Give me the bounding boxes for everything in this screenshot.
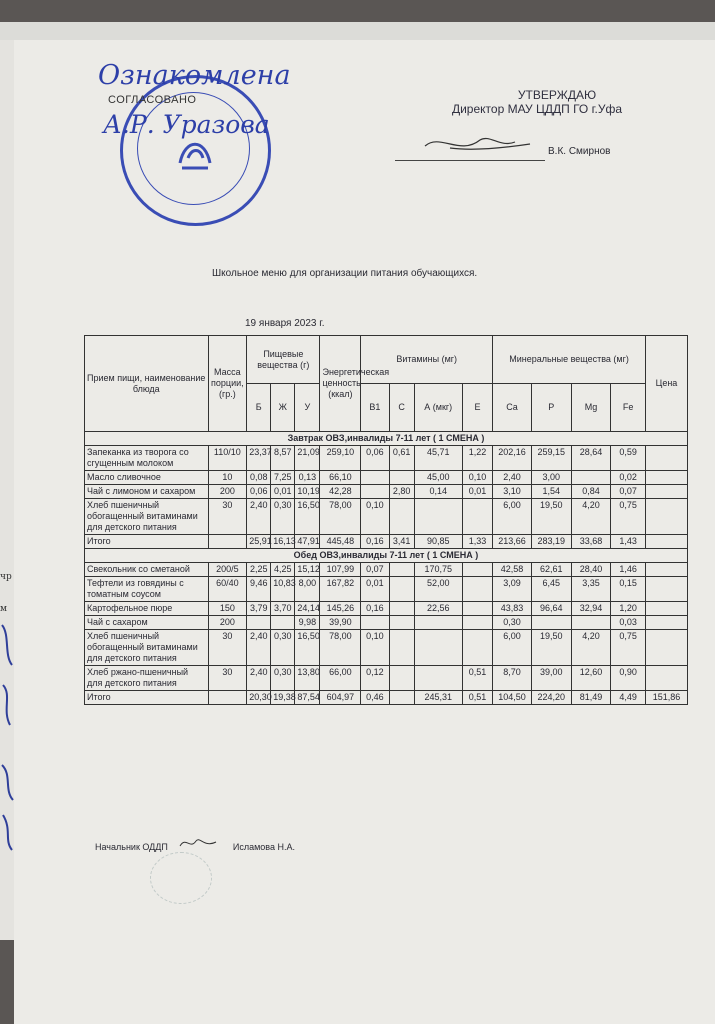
cell-b: 2,40 [247, 666, 271, 691]
cell-b: 23,37 [247, 446, 271, 471]
cell-zh: 0,30 [271, 499, 295, 535]
cell-en: 78,00 [320, 630, 361, 666]
cell-p: 3,00 [531, 471, 571, 485]
cell-b1: 0,10 [361, 630, 389, 666]
cell-price [645, 471, 687, 485]
cell-fe: 1,46 [611, 563, 646, 577]
cell-u: 15,12 [295, 563, 320, 577]
header-nutrients: Пищевые вещества (г) [247, 336, 320, 384]
cell-c [389, 602, 414, 616]
cell-en: 107,99 [320, 563, 361, 577]
cell-p [531, 616, 571, 630]
cell-en: 78,00 [320, 499, 361, 535]
approve-position: Директор МАУ ЦДДП ГО г.Уфа [451, 102, 623, 116]
cell-mg: 4,20 [571, 499, 611, 535]
cell-fe: 4,49 [611, 691, 646, 705]
table-row [85, 666, 688, 691]
cell-mass: 200/5 [208, 563, 247, 577]
cell-name: Тефтели из говядины с томатным соусом [85, 577, 209, 602]
cell-b1: 0,12 [361, 666, 389, 691]
header-a: А (мкг) [414, 384, 462, 432]
cell-b: 0,08 [247, 471, 271, 485]
table-row [85, 499, 688, 535]
header-zh: Ж [271, 384, 295, 432]
cell-a [414, 616, 462, 630]
cell-e: 0,01 [462, 485, 492, 499]
cell-u: 21,09 [295, 446, 320, 471]
cell-zh: 0,01 [271, 485, 295, 499]
margin-handwriting-scribble [0, 615, 16, 855]
footer-signature [178, 836, 218, 850]
cell-a: 245,31 [414, 691, 462, 705]
cell-price [645, 616, 687, 630]
cell-c [389, 691, 414, 705]
table-row [85, 577, 688, 602]
cell-b1 [361, 616, 389, 630]
header-minerals: Минеральные вещества (мг) [493, 336, 646, 384]
cell-price [645, 563, 687, 577]
cell-p: 96,64 [531, 602, 571, 616]
header-c: С [389, 384, 414, 432]
cell-b1: 0,10 [361, 499, 389, 535]
cell-a: 170,75 [414, 563, 462, 577]
cell-b1 [361, 485, 389, 499]
cell-mg [571, 471, 611, 485]
cell-b: 0,06 [247, 485, 271, 499]
cell-ca: 213,66 [493, 535, 532, 549]
header-mg: Mg [571, 384, 611, 432]
cell-b1: 0,16 [361, 535, 389, 549]
cell-mass: 30 [208, 630, 247, 666]
cell-a [414, 630, 462, 666]
cell-en: 39,90 [320, 616, 361, 630]
cell-ca: 43,83 [493, 602, 532, 616]
cell-mg: 4,20 [571, 630, 611, 666]
table-row [85, 563, 688, 577]
cell-zh [271, 616, 295, 630]
cell-zh: 7,25 [271, 471, 295, 485]
cell-c: 2,80 [389, 485, 414, 499]
table-row [85, 602, 688, 616]
cell-p: 259,15 [531, 446, 571, 471]
agree-stamp-text: СОГЛАСОВАНО [108, 94, 197, 106]
breakfast-rows [85, 446, 688, 535]
cell-name: Чай с лимоном и сахаром [85, 485, 209, 499]
cell-price [645, 485, 687, 499]
cell-name: Хлеб пшеничный обогащенный витаминами для детского питания [85, 499, 209, 535]
menu-table [84, 335, 688, 705]
cell-b: 2,40 [247, 499, 271, 535]
cell-ca: 202,16 [493, 446, 532, 471]
cell-name: Чай с сахаром [85, 616, 209, 630]
cell-ca: 42,58 [493, 563, 532, 577]
cell-fe: 1,20 [611, 602, 646, 616]
header-ca: Ca [493, 384, 532, 432]
cell-e [462, 616, 492, 630]
cell-name: Итого [85, 691, 209, 705]
cell-p: 39,00 [531, 666, 571, 691]
cell-en: 42,28 [320, 485, 361, 499]
approve-signature-line [395, 160, 545, 161]
cell-mass: 200 [208, 616, 247, 630]
cell-price [645, 446, 687, 471]
cell-a [414, 666, 462, 691]
cell-e [462, 577, 492, 602]
cell-mass: 150 [208, 602, 247, 616]
cell-mg: 28,64 [571, 446, 611, 471]
cell-en: 145,26 [320, 602, 361, 616]
cell-en: 259,10 [320, 446, 361, 471]
header-e: Е [462, 384, 492, 432]
cell-fe: 0,03 [611, 616, 646, 630]
footer-name: Исламова Н.А. [232, 842, 295, 852]
cell-b1: 0,01 [361, 577, 389, 602]
cell-a: 52,00 [414, 577, 462, 602]
cell-mg: 0,84 [571, 485, 611, 499]
header-p: P [531, 384, 571, 432]
cell-zh: 0,30 [271, 666, 295, 691]
cell-a: 45,71 [414, 446, 462, 471]
handwritten-note: Ознакомлена [98, 60, 291, 91]
cell-p: 283,19 [531, 535, 571, 549]
handwritten-name: А.Р. Уразова [103, 110, 270, 139]
margin-mark-1: чр [0, 572, 12, 582]
cell-mass: 30 [208, 666, 247, 691]
cell-b: 9,46 [247, 577, 271, 602]
cell-b: 2,40 [247, 630, 271, 666]
cell-price [645, 577, 687, 602]
cell-mg: 32,94 [571, 602, 611, 616]
margin-mark-2: м [0, 604, 8, 614]
cell-c: 0,61 [389, 446, 414, 471]
approve-block [432, 88, 642, 116]
cell-b1: 0,06 [361, 446, 389, 471]
cell-c [389, 577, 414, 602]
footer [95, 836, 295, 852]
cell-b: 20,30 [247, 691, 271, 705]
cell-p: 62,61 [531, 563, 571, 577]
cell-zh: 4,25 [271, 563, 295, 577]
table-row [85, 485, 688, 499]
cell-fe: 0,75 [611, 630, 646, 666]
cell-mg: 81,49 [571, 691, 611, 705]
cell-u: 24,14 [295, 602, 320, 616]
cell-b [247, 616, 271, 630]
cell-c [389, 616, 414, 630]
cell-p: 1,54 [531, 485, 571, 499]
cell-mass: 10 [208, 471, 247, 485]
lunch-rows [85, 563, 688, 691]
cell-mass [208, 535, 247, 549]
cell-fe: 0,90 [611, 666, 646, 691]
cell-b1: 0,16 [361, 602, 389, 616]
cell-c [389, 630, 414, 666]
cell-mass: 200 [208, 485, 247, 499]
cell-price [645, 535, 687, 549]
cell-mg: 33,68 [571, 535, 611, 549]
cell-e [462, 563, 492, 577]
cell-ca: 3,09 [493, 577, 532, 602]
cell-a: 0,14 [414, 485, 462, 499]
header-b1: В1 [361, 384, 389, 432]
cell-mass: 60/40 [208, 577, 247, 602]
cell-e: 1,33 [462, 535, 492, 549]
cell-e [462, 499, 492, 535]
cell-c: 3,41 [389, 535, 414, 549]
cell-p: 19,50 [531, 499, 571, 535]
cell-fe: 1,43 [611, 535, 646, 549]
footer-role: Начальник ОДДП [95, 842, 168, 852]
table-row [85, 630, 688, 666]
total-row [85, 535, 688, 549]
cell-ca: 6,00 [493, 499, 532, 535]
cell-mg: 12,60 [571, 666, 611, 691]
cell-b1: 0,07 [361, 563, 389, 577]
cell-zh: 3,70 [271, 602, 295, 616]
cell-en: 445,48 [320, 535, 361, 549]
cell-ca: 0,30 [493, 616, 532, 630]
cell-name: Масло сливочное [85, 471, 209, 485]
approve-title: УТВЕРЖДАЮ [517, 88, 597, 102]
cell-a: 90,85 [414, 535, 462, 549]
cell-zh: 19,38 [271, 691, 295, 705]
cell-u: 10,19 [295, 485, 320, 499]
cell-fe: 0,07 [611, 485, 646, 499]
total-row [85, 691, 688, 705]
cell-e: 0,51 [462, 666, 492, 691]
cell-fe: 0,59 [611, 446, 646, 471]
cell-zh: 16,13 [271, 535, 295, 549]
cell-mg: 28,40 [571, 563, 611, 577]
director-signature [420, 128, 540, 158]
cell-name: Запеканка из творога со сгущенным молоком [85, 446, 209, 471]
cell-name: Картофельное пюре [85, 602, 209, 616]
cell-u: 16,50 [295, 499, 320, 535]
lunch-total [85, 691, 688, 705]
cell-fe: 0,02 [611, 471, 646, 485]
cell-a: 45,00 [414, 471, 462, 485]
cell-en: 604,97 [320, 691, 361, 705]
cell-u: 16,50 [295, 630, 320, 666]
cell-a: 22,56 [414, 602, 462, 616]
cell-b: 3,79 [247, 602, 271, 616]
header-meal: Прием пищи, наименование блюда [85, 336, 209, 432]
cell-c [389, 471, 414, 485]
cell-fe: 0,75 [611, 499, 646, 535]
header-price: Цена [645, 336, 687, 432]
header-mass: Масса порции, (гр.) [208, 336, 247, 432]
table-row [85, 471, 688, 485]
cell-p: 19,50 [531, 630, 571, 666]
cell-price [645, 630, 687, 666]
cell-c [389, 666, 414, 691]
cell-e: 1,22 [462, 446, 492, 471]
cell-fe: 0,15 [611, 577, 646, 602]
cell-u: 8,00 [295, 577, 320, 602]
cell-mg: 3,35 [571, 577, 611, 602]
cell-e [462, 602, 492, 616]
header-fe: Fe [611, 384, 646, 432]
cell-ca: 6,00 [493, 630, 532, 666]
cell-e: 0,10 [462, 471, 492, 485]
cell-u: 9,98 [295, 616, 320, 630]
cell-a [414, 499, 462, 535]
breakfast-total [85, 535, 688, 549]
approve-name: В.К. Смирнов [548, 146, 611, 157]
cell-u: 87,54 [295, 691, 320, 705]
cell-mass: 30 [208, 499, 247, 535]
cell-c [389, 499, 414, 535]
table-row [85, 616, 688, 630]
header-vitamins: Витамины (мг) [361, 336, 493, 384]
cell-price [645, 666, 687, 691]
cell-e [462, 630, 492, 666]
cell-zh: 10,83 [271, 577, 295, 602]
cell-name: Хлеб ржано-пшеничный для детского питания [85, 666, 209, 691]
cell-ca: 3,10 [493, 485, 532, 499]
cell-e: 0,51 [462, 691, 492, 705]
cell-p: 6,45 [531, 577, 571, 602]
cell-b: 25,91 [247, 535, 271, 549]
cell-b1: 0,46 [361, 691, 389, 705]
cell-p: 224,20 [531, 691, 571, 705]
back-sheet [0, 22, 715, 42]
section-breakfast: Завтрак ОВЗ,инвалиды 7-11 лет ( 1 СМЕНА ) [85, 432, 688, 446]
cell-u: 13,80 [295, 666, 320, 691]
section-lunch: Обед ОВЗ,инвалиды 7-11 лет ( 1 СМЕНА ) [85, 549, 688, 563]
cell-en: 66,00 [320, 666, 361, 691]
cell-ca: 104,50 [493, 691, 532, 705]
doc-date: 19 января 2023 г. [245, 318, 325, 329]
cell-zh: 8,57 [271, 446, 295, 471]
cell-b1 [361, 471, 389, 485]
cell-mass [208, 691, 247, 705]
cell-name: Итого [85, 535, 209, 549]
cell-mg [571, 616, 611, 630]
cell-en: 167,82 [320, 577, 361, 602]
cell-price [645, 499, 687, 535]
cell-b: 2,25 [247, 563, 271, 577]
cell-price [645, 602, 687, 616]
cell-ca: 8,70 [493, 666, 532, 691]
cell-en: 66,10 [320, 471, 361, 485]
cell-u: 47,91 [295, 535, 320, 549]
faint-stamp [150, 852, 212, 904]
cell-name: Свекольник со сметаной [85, 563, 209, 577]
header-b: Б [247, 384, 271, 432]
cell-price: 151,86 [645, 691, 687, 705]
cell-c [389, 563, 414, 577]
doc-title: Школьное меню для организации питания обучающихся. [212, 268, 478, 279]
table-row [85, 446, 688, 471]
cell-name: Хлеб пшеничный обогащенный витаминами для детского питания [85, 630, 209, 666]
header-energy: Энергетическая ценность (ккал) [320, 336, 361, 432]
header-u: У [295, 384, 320, 432]
cell-ca: 2,40 [493, 471, 532, 485]
cell-zh: 0,30 [271, 630, 295, 666]
cell-u: 0,13 [295, 471, 320, 485]
cell-mass: 110/10 [208, 446, 247, 471]
